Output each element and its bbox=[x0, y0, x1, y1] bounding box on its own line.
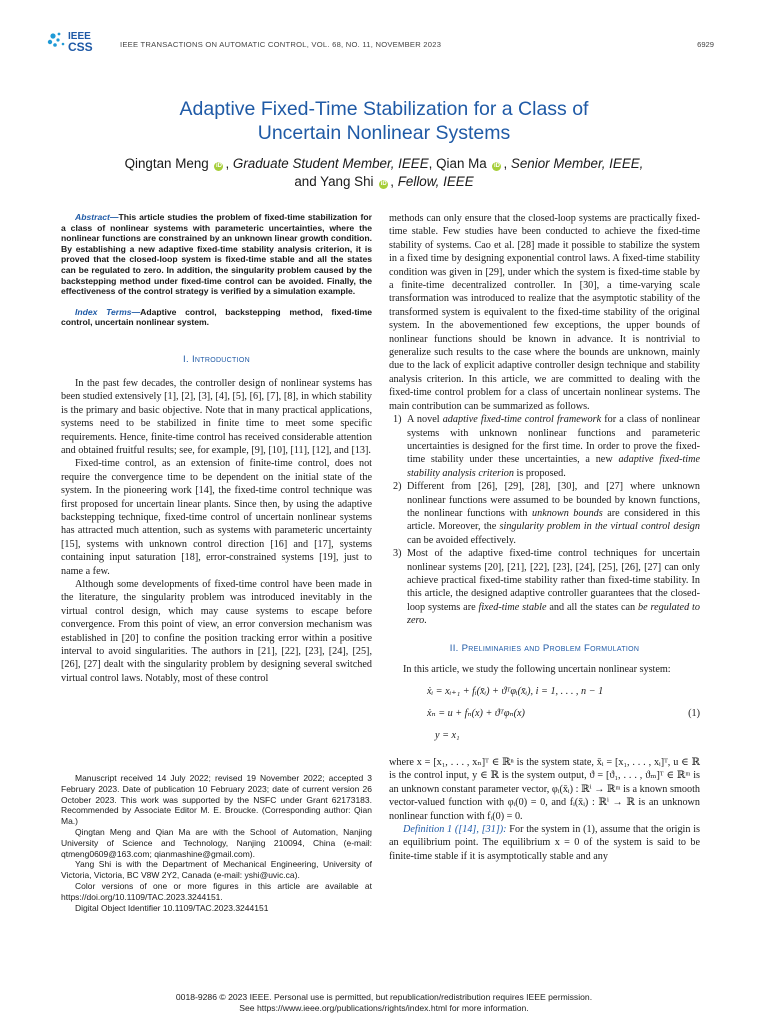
abstract-text: This article studies the problem of fixed-time stabilization for a class of nonlinear systems with parameteric uncertainties, where the nonlinear functions are constrained by an unknown linear growth condition. By establishing a new adaptive fixed-time stability analysis criterion, it is proved that the closed-loop system is fixed-time stable and all the states can be regulated to zero. In addition, the singularity problem caused by the backstepping method under fixed-time control can be avoided. Finally, the effectiveness of the control strategy is verified by a simulation example. bbox=[61, 212, 372, 297]
item-number: 2) bbox=[393, 481, 402, 493]
item-text: can be avoided effectively. bbox=[407, 534, 516, 546]
item-text: Most of the adaptive fixed-time control techniques for uncertain nonlinear systems [20], [21], [22], [23], [24], [25], [26], [27] can only achieve practical fixed-time stability rather than fixed-time stability. In this article, the designed adaptive controller guarantees that the closed-loop systems are bbox=[407, 548, 700, 613]
orcid-icon[interactable]: iD bbox=[215, 163, 222, 169]
index-terms-text: Adaptive control, backstepping method, fixed-time control, uncertain nonlinear system. bbox=[61, 306, 372, 328]
item-emphasis: fixed-time stable bbox=[478, 601, 547, 613]
equation-line bbox=[427, 708, 700, 730]
item-emphasis: adaptive fixed-time control framework bbox=[442, 414, 602, 426]
author-name: Qian Ma bbox=[436, 156, 487, 171]
author-name: Qingtan Meng bbox=[124, 156, 209, 171]
paragraph: In the past few decades, the controller design of nonlinear systems has been studied extensively [1], [2], [3], [4], [5], [6], [7], [8], in which stability is the primary and basic objective. Note that in many practical applications, systems need to be stabilized in finite time to meet some specific requirements. Hence, finite-time control has received considerable attention and obtained fruitful results; see, for example, [9], [10], [11], [12], and [13]. bbox=[61, 377, 372, 456]
item-emphasis: unknown bounds bbox=[532, 507, 603, 519]
definition-label: Definition 1 ([14], [31]): bbox=[403, 824, 507, 836]
section-heading bbox=[61, 354, 372, 365]
page-number: 6929 bbox=[697, 40, 714, 49]
section-numeral: I. bbox=[183, 353, 189, 365]
running-head: IEEE TRANSACTIONS ON AUTOMATIC CONTROL, VOL. 68, NO. 11, NOVEMBER 2023 bbox=[120, 40, 442, 49]
footnote-color: Color versions of one or more figures in this article are available at https://doi.org/10.1109/TAC.2023.3244151. bbox=[61, 880, 372, 902]
definition bbox=[389, 823, 700, 863]
orcid-icon[interactable]: iD bbox=[493, 163, 500, 169]
equation-block bbox=[427, 686, 700, 752]
equation-line bbox=[427, 730, 700, 752]
author-conjunction: and bbox=[294, 174, 317, 189]
contribution-item bbox=[389, 547, 700, 627]
copyright-link[interactable]: See https://www.ieee.org/publications/rights/index.html for more information. bbox=[239, 1003, 529, 1013]
contribution-item bbox=[389, 413, 700, 480]
author-role: Graduate Student Member, IEEE bbox=[232, 156, 429, 171]
item-text: and all the states can bbox=[546, 601, 638, 613]
title-line-2: Uncertain Nonlinear Systems bbox=[257, 122, 511, 144]
footnote-doi: Digital Object Identifier 10.1109/TAC.2023.3244151 bbox=[75, 902, 269, 913]
section-title: Preliminaries and Problem Formulation bbox=[461, 642, 640, 654]
equation-text: ẋₙ = u + fₙ(x) + ϑᵀφₙ(x) bbox=[427, 708, 525, 719]
abstract bbox=[61, 212, 372, 297]
paragraph: Fixed-time control, as an extension of finite-time control, does not require the convergence time to be dependent on the initial state of the system. In the pioneering work [14], the fixed-time control technique was first proposed for uncertain linear plants. Since then, by using the adaptive backstepping technique, fixed-time control of uncertain nonlinear systems has attracted much attention, such as systems with parameteric uncertainty [15], systems with unknown control direction [16] and [17], systems containing input saturation [18], error-constrained systems [19], just to name a few. bbox=[61, 458, 372, 577]
section-title: Introduction bbox=[191, 353, 250, 365]
item-number: 3) bbox=[393, 548, 402, 560]
item-text: are considered in this article. Moreover, the bbox=[407, 507, 700, 533]
footnote-affiliation: Yang Shi is with the Department of Mechanical Engineering, University of Victoria, Victoria, BC V8W 2Y2, Canada (e-mail: yshi@uvic.ca). bbox=[61, 859, 372, 881]
item-emphasis: singularity problem in the virtual control design bbox=[499, 521, 700, 533]
contribution-item bbox=[389, 480, 700, 547]
item-emphasis: adaptive fixed-time stability analysis criterion bbox=[407, 454, 701, 479]
author-block: Qingtan Meng iD , Graduate Student Member, IEEE, Qian Ma iD , Senior Member, IEEE, and Yang Shi iD , Fellow, IEEE bbox=[124, 156, 644, 189]
author-role: Senior Member, IEEE, bbox=[510, 156, 644, 171]
logo-text-bottom: CSS bbox=[68, 40, 93, 54]
author-role: Fellow, IEEE bbox=[397, 174, 474, 189]
author-name: Yang Shi bbox=[320, 174, 374, 189]
title-line-1: Adaptive Fixed-Time Stabilization for a Class of bbox=[179, 98, 589, 120]
item-text: for a class of nonlinear systems with unknown nonlinear functions and parameteric uncertainties is designed for the first time. In order to prove the fixed-time stability under these uncertainties, a new bbox=[407, 414, 700, 466]
paragraph: methods can only ensure that the closed-loop systems are practically fixed-time stable. Few studies have been conducted to achieve the fixed-time stability of systems. Cao et al. [28] made it possible to stabilize the system in a fixed time by designing exponential control laws. A fixed-time stability condition was given in [29], under which the system is fixed-time stable by a finite-time decentralized controller. In [30], a time-varying scale transformation was introduced to realize that the asymptotic stability of the transformed system is equivalent to the fixed-time stability of the original system. In the abovementioned few exceptions, the upper bounds of nonlinear functions should be known in advance. It is nontrivial to generalize such results to the case where the bounds are unknown, mainly due to the lack of explicit adaptive controller design technique and stability analysis criterion. In this article, we are committed to dealing with the fixed-time control problem for a class of uncertain nonlinear systems. The main contribution can be summarized as follows. bbox=[389, 213, 700, 412]
section-heading bbox=[389, 643, 700, 654]
index-terms-label: Index Terms— bbox=[75, 306, 141, 317]
item-emphasis: be regulated to zero bbox=[407, 601, 700, 627]
copyright-line: 0018-9286 © 2023 IEEE. Personal use is permitted, but republication/redistribution requires IEEE permission. bbox=[175, 992, 593, 1002]
paragraph: where x = [x₁, . . . , xₙ]ᵀ ∈ ℝⁿ is the system state, x̄ᵢ = [x₁, . . . , xᵢ]ᵀ, u ∈ ℝ is the control input, y ∈ ℝ is the system output, ϑ = [ϑ₁, . . . , ϑₘ]ᵀ ∈ ℝᵐ is an unknown constant parameter vector, φᵢ(x̄ᵢ) : ℝⁱ → ℝᵐ is a known smooth vector-valued function with φᵢ(0) = 0, and fᵢ(x̄ᵢ) : ℝⁱ → ℝ is an unknown nonlinear function with fᵢ(0) = 0. bbox=[389, 757, 700, 822]
logo-text-top: IEEE bbox=[68, 31, 91, 42]
copyright-notice bbox=[84, 992, 684, 1014]
equation-line bbox=[427, 686, 700, 708]
abstract-label: Abstract— bbox=[75, 212, 119, 222]
equation-text: ẋᵢ = xᵢ₊₁ + fᵢ(x̄ᵢ) + ϑᵀφᵢ(x̄ᵢ), i = 1, . . . , n − 1 bbox=[427, 686, 604, 697]
left-column bbox=[61, 212, 372, 685]
footnote bbox=[61, 773, 372, 913]
item-text: A novel bbox=[407, 414, 443, 426]
item-number: 1) bbox=[393, 414, 402, 426]
equation-text: y = x₁ bbox=[435, 730, 460, 741]
orcid-icon[interactable]: iD bbox=[380, 181, 387, 187]
footnote-affiliation: Qingtan Meng and Qian Ma are with the School of Automation, Nanjing University of Science and Technology, Nanjing 210094, China (e-mail: qtmeng0609@163.com; qianmashine@gmail.com). bbox=[61, 826, 372, 859]
section-numeral: II. bbox=[449, 642, 459, 654]
right-column bbox=[389, 212, 700, 863]
paragraph: Although some developments of fixed-time control have been made in the literature, the singularity problem was introduced inevitably in the virtual control design, which may cause systems to escape before convergence. From this point of view, an error conversion mechanism was established in [20] to confine the position tracking error within a positive interval to avoid singularities. The authors in [21], [22], [23], [24], [25], [26], [27] dealt with the singularity problem by designing several switched virtual control laws. Notably, most of these control bbox=[61, 579, 372, 684]
item-text: Different from [26], [29], [28], [30], and [27] where unknown nonlinear functions were assumed to be bounded by known functions, the nonlinear functions with bbox=[407, 481, 700, 519]
equation-number: (1) bbox=[688, 708, 700, 719]
definition-text: For the system in (1), assume that the origin is an equilibrium point. The equilibrium x = 0 of the system is said to be finite-time stable if it is asymptotically stable and any bbox=[389, 824, 700, 862]
ieee-css-logo-icon bbox=[46, 26, 108, 54]
footnote-manuscript: Manuscript received 14 July 2022; revised 19 November 2022; accepted 3 February 2023. Date of publication 10 February 2023; date of current version 26 October 2023. This work was supported by the NSFC under Grant 62173183. Recommended by Associate Editor M. E. Broucke. (Corresponding author: Qian Ma.) bbox=[61, 773, 372, 827]
paragraph: In this article, we study the following uncertain nonlinear system: bbox=[403, 663, 671, 675]
item-text: is proposed. bbox=[513, 467, 566, 479]
index-terms bbox=[61, 307, 372, 328]
item-text: . bbox=[424, 615, 427, 627]
page-header bbox=[46, 26, 714, 54]
paper-title bbox=[84, 97, 684, 145]
